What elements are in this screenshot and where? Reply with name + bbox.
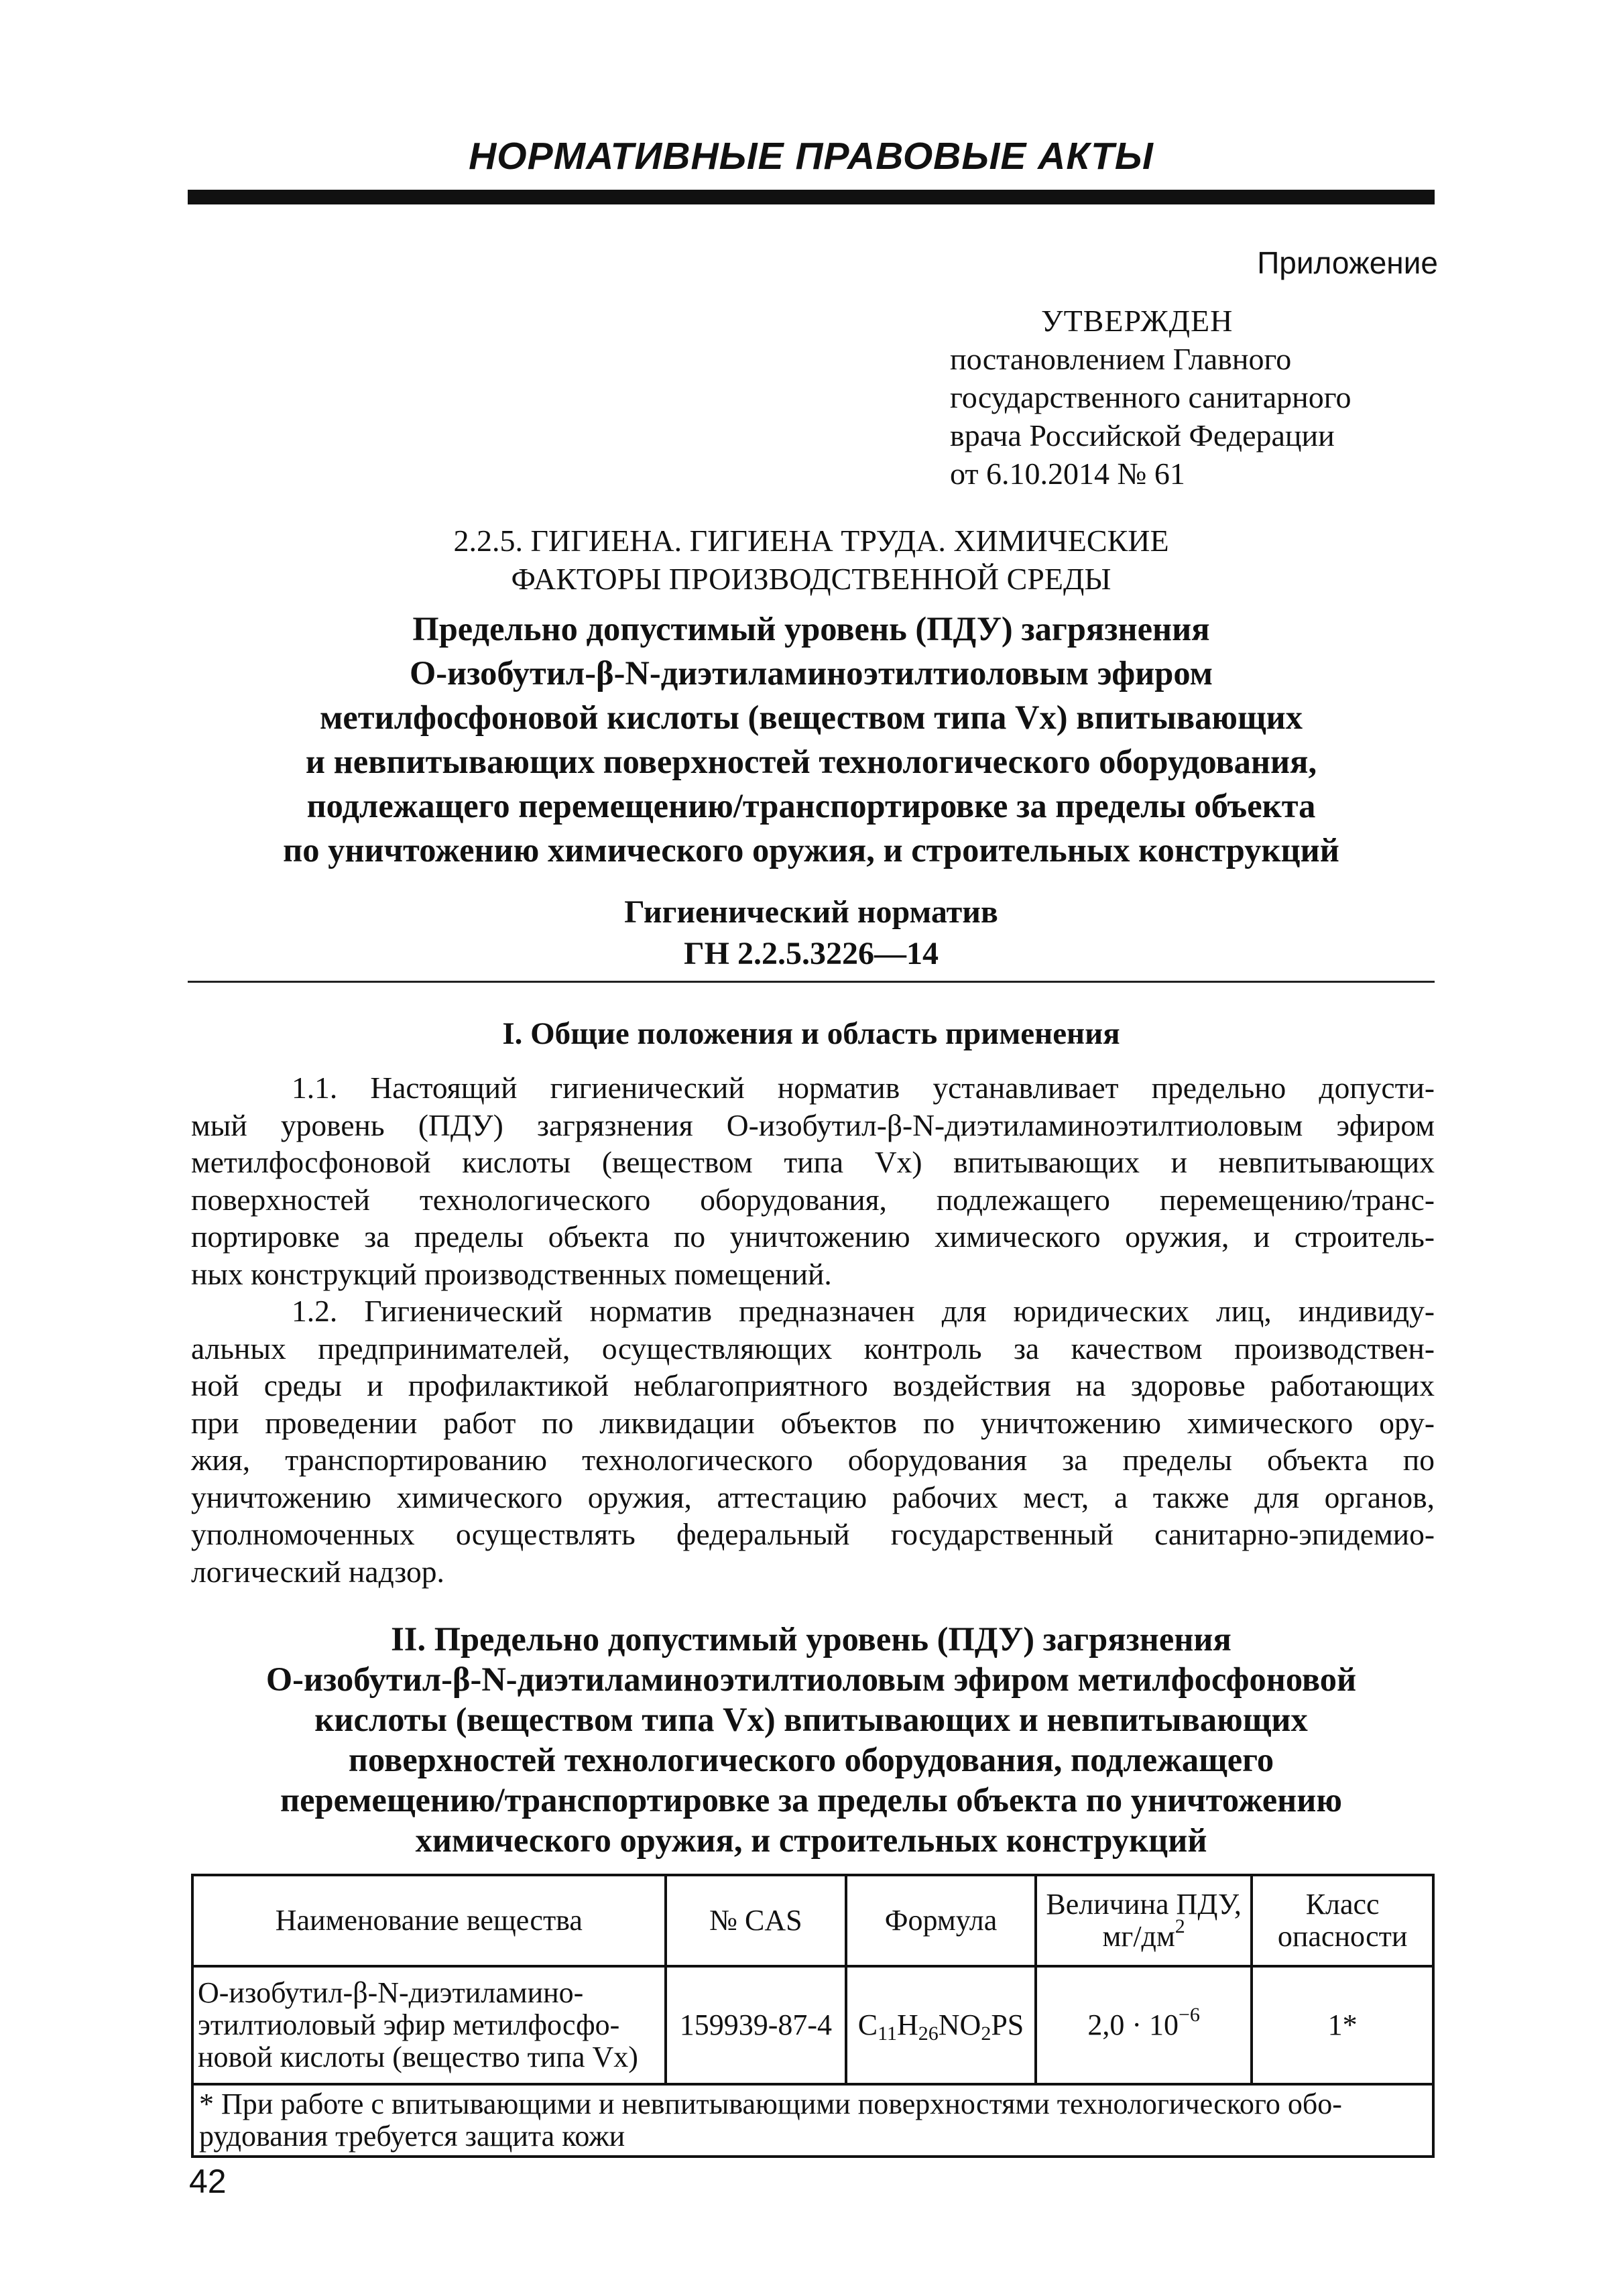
paragraph-line: уничтожению химического оружия, аттестацию рабочих мест, а также для органов,: [191, 1479, 1435, 1514]
section-code-line: 2.2.5. ГИГИЕНА. ГИГИЕНА ТРУДА. ХИМИЧЕСКИЕ: [453, 524, 1169, 558]
pdu-table: [191, 1874, 1435, 2158]
paragraph-line: альных предпринимателей, осуществляющих контроль за качеством производствен-: [191, 1331, 1435, 1366]
table-row: [192, 1966, 1433, 2084]
table-footnote-row: [192, 2084, 1433, 2157]
formula-part: PS: [991, 2008, 1024, 2041]
header-cas: № CAS: [666, 1875, 846, 1966]
heading-line: кислоты (веществом типа Vx) впитывающих и невпитывающих: [314, 1701, 1308, 1738]
header-rule: [188, 190, 1435, 204]
formula-sub: 2: [981, 2022, 991, 2045]
paragraph-line: поверхностей технологического оборудования, подлежащего перемещению/транс-: [191, 1182, 1435, 1217]
approval-line: врача Российской Федерации: [950, 418, 1335, 452]
approval-line: государственного санитарного: [950, 380, 1351, 414]
substance-line: новой кислоты (вещество типа Vx): [198, 2041, 638, 2073]
header-substance-name: Наименование вещества: [192, 1875, 666, 1966]
norm-label: Гигиенический норматив: [624, 894, 998, 930]
header-pdu-unit-exp: 2: [1175, 1915, 1185, 1937]
title-line: подлежащего перемещению/транспортировке за пределы объекта: [306, 787, 1316, 825]
approval-caption: УТВЕРЖДЕН: [1041, 304, 1234, 338]
header-pdu: [1036, 1875, 1252, 1966]
paragraph-line: при проведении работ по ликвидации объектов по уничтожению химического ору-: [191, 1405, 1435, 1440]
cell-pdu: [1036, 1966, 1252, 2084]
approval-line: от 6.10.2014 № 61: [950, 457, 1185, 491]
header-hazard-class: [1252, 1875, 1433, 1966]
paragraph-line: 1.1. Настоящий гигиенический норматив устанавливает предельно допусти-: [292, 1071, 1435, 1105]
heading-line: химического оружия, и строительных конструкций: [415, 1821, 1207, 1859]
approval-line: постановлением Главного: [950, 342, 1292, 376]
running-header: НОРМАТИВНЫЕ ПРАВОВЫЕ АКТЫ: [469, 135, 1154, 178]
header-pdu-line1: Величина ПДУ,: [1046, 1888, 1242, 1921]
paragraph-line: жия, транспортированию технологического оборудования за пределы объекта по: [191, 1443, 1435, 1477]
substance-line: О-изобутил-β-N-диэтиламино-: [198, 1976, 584, 2009]
heading-line: поверхностей технологического оборудования, подлежащего: [348, 1741, 1274, 1778]
page-number: 42: [189, 2163, 227, 2200]
appendix-label: Приложение: [1257, 245, 1438, 280]
formula-part: H: [896, 2008, 918, 2041]
header-formula: Формула: [846, 1875, 1036, 1966]
formula-sub: 26: [918, 2022, 939, 2045]
paragraph-line: ной среды и профилактикой неблагоприятного воздействия на здоровье работающих: [191, 1368, 1435, 1402]
cell-formula: [846, 1966, 1036, 2084]
pdu-exponent: −6: [1178, 2004, 1200, 2026]
paragraph-line: логический надзор.: [191, 1554, 444, 1589]
cell-footnote: [192, 2084, 1433, 2157]
document-title: [188, 607, 1435, 872]
formula-sub: 11: [878, 2022, 897, 2045]
title-line: Предельно допустимый уровень (ПДУ) загрязнения: [412, 610, 1210, 648]
title-line: по уничтожению химического оружия, и строительных конструкций: [283, 831, 1339, 869]
section-code: [188, 522, 1435, 598]
title-line: и невпитывающих поверхностей технологического оборудования,: [305, 743, 1317, 780]
heading-line: II. Предельно допустимый уровень (ПДУ) загрязнения: [391, 1620, 1231, 1658]
cell-substance-name: [192, 1966, 666, 2084]
title-line: метилфосфоновой кислоты (веществом типа Vx) впитывающих: [319, 699, 1303, 736]
heading-line: перемещению/транспортировке за пределы объекта по уничтожению: [280, 1781, 1342, 1819]
section-code-line: ФАКТОРЫ ПРОИЗВОДСТВЕННОЙ СРЕДЫ: [511, 562, 1111, 596]
footnote-line: рудования требуется защита кожи: [199, 2120, 625, 2153]
footnote-line: * При работе с впитывающими и невпитывающими поверхностями технологического обо-: [199, 2088, 1342, 2120]
paragraph-line: мый уровень (ПДУ) загрязнения О-изобутил-β-N-диэтиламиноэтилтиоловым эфиром: [191, 1107, 1435, 1142]
paragraph-line: уполномоченных осуществлять федеральный государственный санитарно-эпидемио-: [191, 1517, 1435, 1551]
title-line: О-изобутил-β-N-диэтиламиноэтилтиоловым эфиром: [409, 654, 1213, 692]
section1-heading: I. Общие положения и область применения: [502, 1016, 1120, 1051]
section1-body: [191, 1069, 1435, 1590]
cell-cas: 159939-87-4: [666, 1966, 846, 2084]
approval-block: [950, 302, 1351, 493]
substance-line: этилтиоловый эфир метилфосфо-: [198, 2008, 620, 2041]
paragraph-line: метилфосфоновой кислоты (веществом типа Vx) впитывающих и невпитывающих: [191, 1145, 1435, 1179]
norm-code: ГН 2.2.5.3226—14: [684, 936, 939, 971]
pdu-base: 2,0 · 10: [1087, 2008, 1179, 2041]
formula-part: NO: [938, 2008, 981, 2041]
table-header-row: [192, 1875, 1433, 1966]
cell-hazard-class: 1*: [1252, 1966, 1433, 2084]
norm-block: [188, 892, 1435, 975]
section2-heading: [188, 1619, 1435, 1860]
header-class-line1: Класс: [1305, 1888, 1380, 1921]
formula-part: C: [857, 2008, 878, 2041]
paragraph-line: портировке за пределы объекта по уничтожению химического оружия, и строитель-: [191, 1219, 1435, 1254]
header-class-line2: опасности: [1277, 1920, 1408, 1953]
heading-line: О-изобутил-β-N-диэтиламиноэтилтиоловым эфиром метилфосфоновой: [265, 1660, 1357, 1698]
header-pdu-unit: мг/дм: [1102, 1920, 1175, 1953]
section-divider: [188, 981, 1435, 983]
paragraph-line: 1.2. Гигиенический норматив предназначен для юридических лиц, индивиду-: [292, 1294, 1435, 1328]
paragraph-line: ных конструкций производственных помещений.: [191, 1256, 832, 1291]
